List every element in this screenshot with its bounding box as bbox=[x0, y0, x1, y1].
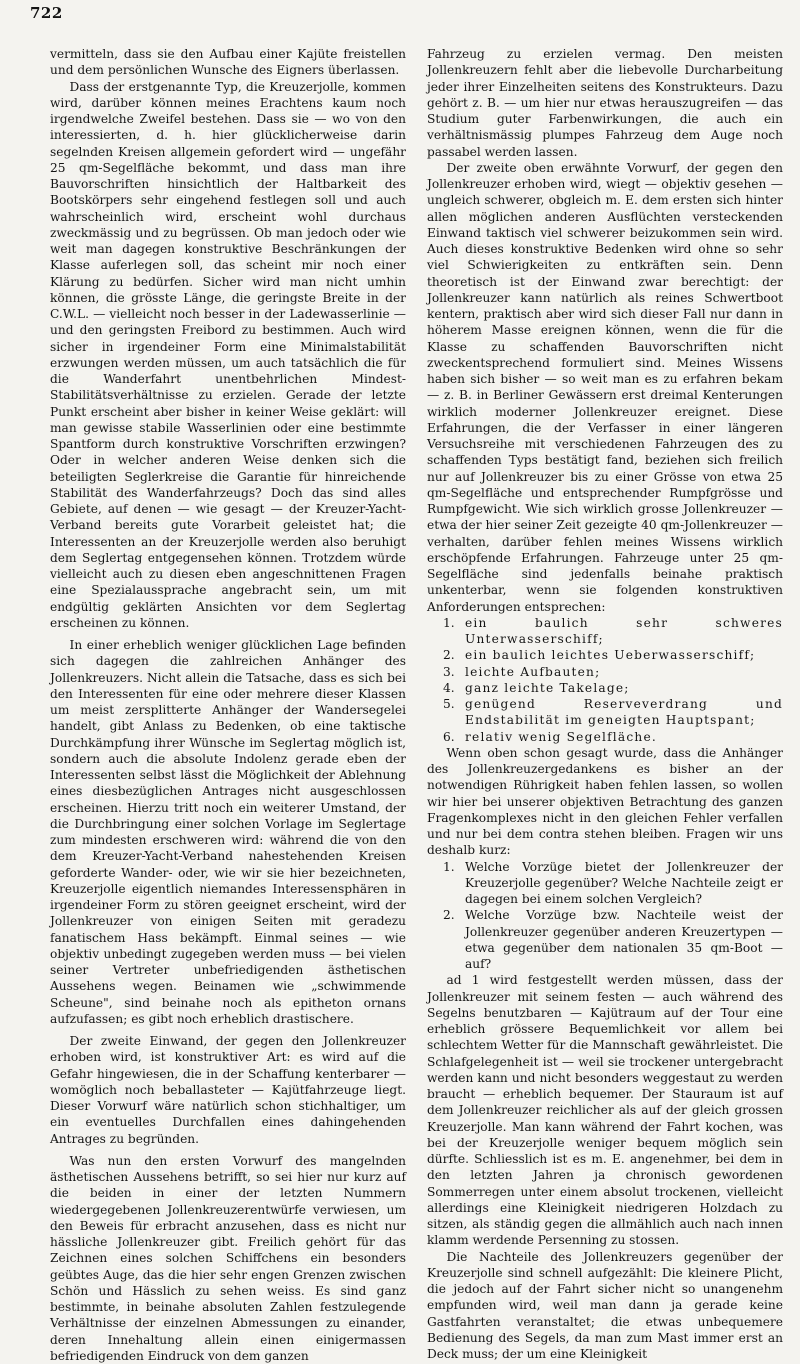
list-item bbox=[443, 647, 783, 663]
requirements-list bbox=[427, 615, 783, 745]
list-number: 3. bbox=[443, 664, 455, 679]
paragraph: Der zweite oben erwähnte Vorwurf, der gegen den Jollenkreuzer erhoben wird, wiegt — objektiv gesehen — ungleich schwerer, obgleich m. E. dem ersten sich hinter allen möglichen anderen Ausflüchten versteckenden Einwand taktisch viel schwerer beizukommen sein wird. Auch dieses konstruktive Bedenken wird ohne so sehr viel Schwierigkeiten zu entkräften sein. Denn theoretisch ist der Einwand zwar berechtigt: der Jollenkreuzer kann natürlich als reines Schwertboot kentern, praktisch aber wird sich dieser Fall nur dann in höherem Masse ereignen können, wenn die für die Klasse zu schaffenden Bauvorschriften nicht zweckentsprechend formuliert sind. Meines Wissens haben sich bisher — so weit man es zu erfahren bekam — z. B. in Berliner Gewässern erst dreimal Kenterungen wirklich moderner Jollenkreuzer ereignet. Diese Erfahrungen, die der Verfasser in einer längeren Versuchsreihe mit verschiedenen Fahrzeugen des zu schaffenden Typs bestätigt fand, beziehen sich freilich nur auf Jollenkreuzer bis zu einer Grösse von etwa 25 qm-Segelfläche und entsprechender Rumpfgrösse und Rumpfgewicht. Wie sich wirklich grosse Jollenkreuzer — etwa der hier seiner Zeit gezeigte 40 qm-Jollenkreuzer — verhalten, darüber fehlen meines Wissens wirklich erschöpfende Erfahrungen. Fahrzeuge unter 25 qm-Segelfläche sind jedenfalls beinahe praktisch unkenterbar, wenn sie folgenden konstruktiven Anforderungen entsprechen: bbox=[427, 160, 783, 614]
list-item bbox=[443, 729, 783, 745]
list-text: ein baulich leichtes Ueberwasserschiff; bbox=[465, 648, 756, 663]
list-text: Welche Vorzüge bzw. Nachteile weist der Jollenkreuzer gegenüber anderen Kreuzertypen — etwa gegenüber dem nationalen 35 qm-Boot — auf? bbox=[465, 908, 783, 971]
paragraph: vermitteln, dass sie den Aufbau einer Kajüte freistellen und dem persönlichen Wunsche des Eigners überlassen. bbox=[50, 47, 406, 78]
list-number: 2. bbox=[443, 908, 455, 923]
paragraph: Fahrzeug zu erzielen vermag. Den meisten Jollenkreuzern fehlt aber die liebevolle Durcharbeitung jeder ihrer Einzelheiten seitens des Konstrukteurs. Dazu gehört z. B. — um hier nur etwas herauszugreifen — das Studium guter Farbenwirkungen, die auch ein verhältnismässig plumpes Fahrzeug dem Auge noch passabel werden lassen. bbox=[427, 47, 783, 159]
paragraph: ad 1 wird festgestellt werden müssen, dass der Jollenkreuzer mit seinem festen — auch während des Segelns benutzbaren — Kajütraum auf der Tour eine erheblich grössere Bequemlichkeit vor allem bei schlechtem Wetter für die Mannschaft gewährleistet. Die Schlafgelegenheit ist — weil sie trockener untergebracht werden kann und nicht besonders weggestaut zu werden braucht — erheblich bequemer. Der Stauraum ist auf dem Jollenkreuzer reichlicher als auf der gleich grossen Kreuzerjolle. Man kann während der Fahrt kochen, was bei der Kreuzerjolle weniger bequem möglich sein dürfte. Schliesslich ist es m. E. angenehmer, bei dem in den letzten Jahren ja chronisch gewordenen Sommerregen unter einem absolut trockenen, vielleicht allerdings eine Kleinigkeit niedrigeren Holzdach zu sitzen, als ständig gegen die allmählich auch nach innen klamm werdende Persenning zu stossen. bbox=[427, 973, 783, 1248]
paragraph: Der zweite Einwand, der gegen den Jollenkreuzer erhoben wird, ist konstruktiver Art: es wird auf die Gefahr hingewiesen, die in der Schaffung kenterbarer — womöglich noch beballasteter — Kajütfahrzeuge liegt. Dieser Vorwurf wäre natürlich schon stichhaltiger, um ein eventuelles Durchfallen eines dahingehenden Antrages zu begründen. bbox=[50, 1034, 406, 1146]
list-number: 6. bbox=[443, 729, 455, 744]
list-number: 1. bbox=[443, 615, 455, 630]
list-item bbox=[443, 615, 783, 648]
left-column bbox=[50, 46, 406, 1364]
list-item bbox=[443, 680, 783, 696]
list-number: 5. bbox=[443, 697, 455, 711]
paragraph: Was nun den ersten Vorwurf des mangelnden ästhetischen Aussehens betrifft, so sei hier nur kurz auf die beiden in einer der letzten Nummern wiedergegebenen Jollenkreuzerentwürfe verwiesen, um den Beweis für erbracht anzusehen, dass es nicht nur hässliche Jollenkreuzer gibt. Freilich gehört für das Zeichnen eines solchen Schiffchens ein besonders geübtes Auge, das die hier sehr engen Grenzen zwischen Schön und Hässlich zu sehen weiss. Es sind ganz bestimmte, in beinahe absoluten Zahlen festzulegende Verhältnisse der einzelnen Abmessungen zu einander, deren Innehaltung allein einen einigermassen befriedigenden Eindruck von dem ganzen bbox=[50, 1153, 406, 1363]
list-text: genügend Reserveverdrang und Endstabilität im geneigten Hauptspant; bbox=[465, 697, 783, 728]
paragraph: Wenn oben schon gesagt wurde, dass die Anhänger des Jollenkreuzergedankens es bisher an der notwendigen Rührigkeit haben fehlen lassen, so wollen wir hier bei unserer objektiven Betrachtung des ganzen Fragenkomplexes nicht in den gleichen Fehler verfallen und nur bei dem contra stehen bleiben. Fragen wir uns deshalb kurz: bbox=[427, 745, 783, 858]
paragraph: In einer erheblich weniger glücklichen Lage befinden sich dagegen die zahlreichen Anhänger des Jollenkreuzers. Nicht allein die Tatsache, dass es sich bei den Interessenten für eine oder mehrere dieser Klassen um meist zersplitterte Anhänger der Wandersegelei handelt, gibt Anlass zu Bedenken, ob eine taktische Durchkämpfung ihrer Wünsche im Seglertag möglich ist, sondern auch die absolute Indolenz gerade eben der Interessenten selbst lässt die Möglichkeit der Ablehnung eines diesbezüglichen Antrages nicht ausgeschlossen erscheinen. Hierzu tritt noch ein weiterer Umstand, der die Durchbringung einer solchen Vorlage im Seglertage zum mindesten erschweren wird: während die von den dem Kreuzer-Yacht-Verband nahestehenden Kreisen geforderte Wander- oder, wie wir sie hier bezeichneten, Kreuzerjolle eigentlich niemandes Interessensphären in irgendeiner Form zu stören geeignet erscheint, wird der Jollenkreuzer von einigen Seiten mit geradezu fanatischem Hass bekämpft. Einmal seines — wie objektiv unbedingt zugegeben werden muss — bei vielen seiner Vertreter unbefriedigenden ästhetischen Aussehens wegen. Beinamen wie „schwimmende Scheune", sind beinahe noch als epitheton ornans aufzufassen; es gibt noch erheblich drastischere. bbox=[50, 638, 406, 1026]
list-number: 1. bbox=[443, 859, 455, 874]
list-number: 4. bbox=[443, 680, 455, 695]
list-text: Welche Vorzüge bietet der Jollenkreuzer der Kreuzerjolle gegenüber? Welche Nachteile zeigt er dagegen bei einem solchen Vergleich? bbox=[465, 859, 783, 906]
paragraph: Dass der erstgenannte Typ, die Kreuzerjolle, kommen wird, darüber können meines Erachtens kaum noch irgendwelche Zweifel bestehen. Dass sie — wo von den interessierten, d. h. hier glücklicherweise darin segelnden Kreisen allgemein gefordert wird — ungefähr 25 qm-Segelfläche bekommt, und dass man ihre Bauvorschriften hinsichtlich der Haltbarkeit des Bootskörpers sehr eingehend festlegen soll und auch wahrscheinlich wird, erscheint wohl durchaus zweckmässig und zu begrüssen. Ob man jedoch oder wie weit man dagegen konstruktive Beschränkungen der Klasse auferlegen soll, das scheint mir noch einer Klärung zu bedürfen. Sicher wird man nicht umhin können, die grösste Länge, die geringste Breite in der C.W.L. — vielleicht noch besser in der Ladewasserlinie — und den geringsten Freibord zu bestimmen. Auch wird sicher in irgendeiner Form eine Minimalstabilität erzwungen werden müssen, um auch tatsächlich die für die Wanderfahrt unentbehrlichen Mindest-Stabilitätsverhältnisse zu erzielen. Gerade der letzte Punkt erscheint aber bisher in keiner Weise geklärt: will man gewisse stabile Wasserlinien oder eine bestimmte Spantform durch konstruktive Vorschriften erzwingen? Oder in welcher anderen Weise denken sich die beteiligten Seglerkreise die Garantie für hinreichende Stabilität des Wanderfahrzeugs? Doch das sind alles Gebiete, auf denen — wie gesagt — der Kreuzer-Yacht-Verband bereits gute Vorarbeit geleistet hat; die Interessenten an der Kreuzerjolle werden also beruhigt dem Seglertag entgegensehen können. Trotzdem würde vielleicht auch zu diesen eben angeschnittenen Fragen eine Spezialaussprache angebracht sein, um mit endgültig geklärten Ansichten vor dem Seglertag erscheinen zu können. bbox=[50, 79, 406, 630]
list-text: leichte Aufbauten; bbox=[465, 664, 601, 679]
paragraph: Die Nachteile des Jollenkreuzers gegenüber der Kreuzerjolle sind schnell aufgezählt: Die kleinere Plicht, die jedoch auf der Fahrt sicher nicht so unangenehm empfunden wird, weil man dann ja gerade keine Gastfahrten veranstaltet; die etwas unbequemere Bedienung des Segels, da man zum Mast immer erst an Deck muss; der um eine Kleinigkeit bbox=[427, 1249, 783, 1361]
list-item bbox=[443, 859, 783, 908]
page-number: 722 bbox=[30, 4, 63, 22]
list-item bbox=[443, 696, 783, 729]
list-item bbox=[443, 907, 783, 972]
list-text: ein baulich sehr schweres Unterwasserschiff; bbox=[465, 615, 783, 646]
right-column bbox=[427, 46, 783, 1362]
list-text: relativ wenig Segelfläche. bbox=[465, 729, 657, 744]
list-number: 2. bbox=[443, 648, 455, 663]
list-text: ganz leichte Takelage; bbox=[465, 680, 630, 695]
list-item bbox=[443, 664, 783, 680]
questions-list bbox=[427, 859, 783, 973]
